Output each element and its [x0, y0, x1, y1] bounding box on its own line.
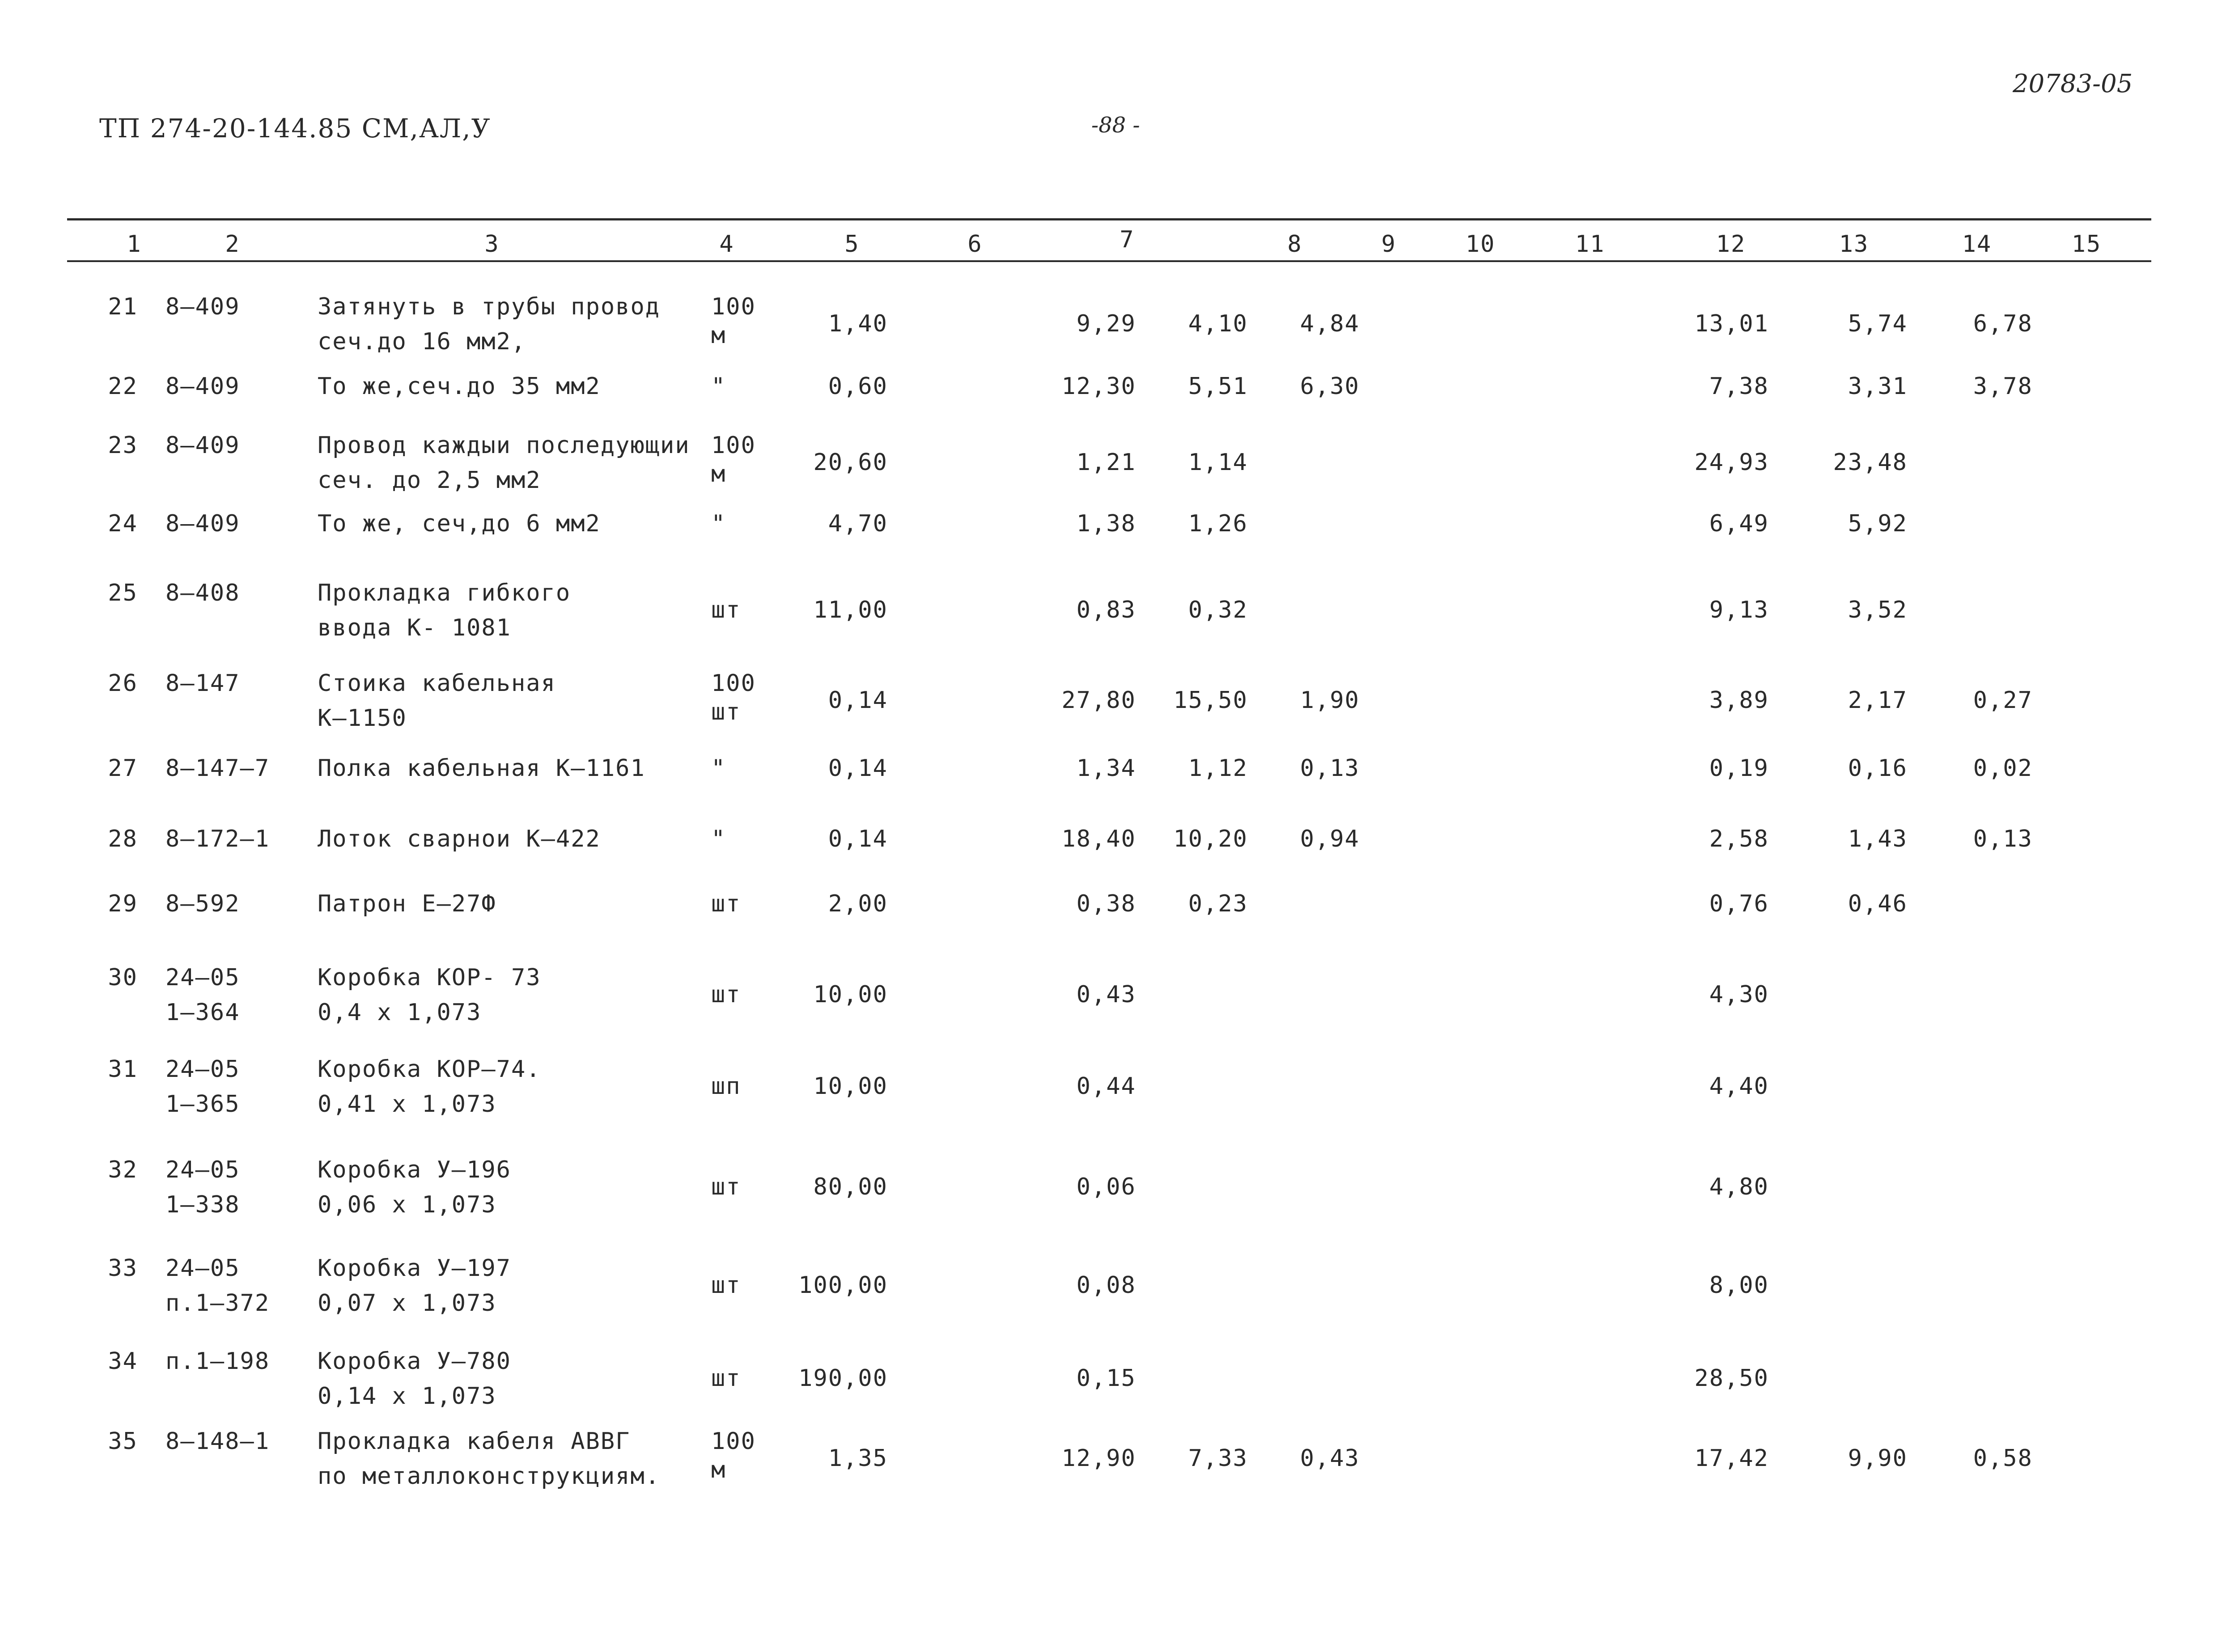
total-wages: 0,46	[1848, 890, 1908, 917]
total-cost: 4,80	[1709, 1173, 1769, 1200]
quantity: 11,00	[813, 597, 888, 623]
row-number: 21	[108, 293, 138, 320]
unit-cost-total: 0,06	[1076, 1173, 1136, 1200]
total-cost: 4,40	[1709, 1073, 1769, 1100]
total-cost: 8,00	[1709, 1272, 1769, 1299]
work-description: 0,07 х 1,073	[318, 1290, 496, 1317]
work-description: Коробка КОР- 73	[318, 964, 541, 991]
total-wages: 23,48	[1833, 449, 1908, 476]
column-number-1: 1	[127, 231, 142, 258]
rate-code: 1–365	[165, 1091, 240, 1118]
work-description: Коробка У–197	[318, 1255, 511, 1282]
unit-cost-total: 12,90	[1061, 1445, 1136, 1472]
work-description: Прокладка кабеля АВВГ	[318, 1428, 631, 1455]
unit-cost-wages: 0,32	[1188, 597, 1248, 623]
unit-cost-machines: 0,13	[1300, 755, 1360, 782]
unit-cost-wages: 15,50	[1173, 687, 1248, 714]
unit: "	[711, 510, 726, 537]
table-header-rule	[67, 260, 2151, 262]
work-description: Лоток сварнои К–422	[318, 826, 601, 852]
work-description: ввода К- 1081	[318, 614, 511, 641]
rate-code: 24–05	[165, 1056, 240, 1083]
total-machines: 0,02	[1973, 755, 2033, 782]
rate-code: 8–409	[165, 373, 240, 400]
rate-code: 8–147–7	[165, 755, 270, 782]
work-description: Провод каждыи последующии	[318, 432, 690, 459]
work-description: Коробка У–196	[318, 1156, 511, 1183]
unit: шт	[711, 699, 741, 725]
unit-cost-total: 1,34	[1076, 755, 1136, 782]
rate-code: 8–409	[165, 510, 240, 537]
row-number: 31	[108, 1056, 138, 1083]
unit-cost-wages: 5,51	[1188, 373, 1248, 400]
rate-code: 8–409	[165, 293, 240, 320]
quantity: 1,35	[828, 1445, 888, 1472]
unit-cost-total: 0,08	[1076, 1272, 1136, 1299]
unit: м	[711, 461, 726, 487]
unit-cost-wages: 0,23	[1188, 890, 1248, 917]
unit: шт	[711, 1173, 741, 1200]
total-cost: 9,13	[1709, 597, 1769, 623]
rate-code: 1–364	[165, 999, 240, 1026]
row-number: 33	[108, 1255, 138, 1282]
work-description: То же,сеч.до 35 мм2	[318, 373, 601, 400]
total-wages: 5,74	[1848, 310, 1908, 337]
unit: 100	[711, 432, 756, 459]
work-description: 0,14 х 1,073	[318, 1383, 496, 1410]
row-number: 29	[108, 890, 138, 917]
unit-cost-total: 1,38	[1076, 510, 1136, 537]
unit-cost-wages: 10,20	[1173, 826, 1248, 852]
total-machines: 0,13	[1973, 826, 2033, 852]
document-code: ТП 274-20-144.85 СМ,АЛ,У	[99, 113, 491, 144]
unit: 100	[711, 1428, 756, 1455]
quantity: 100,00	[798, 1272, 888, 1299]
row-number: 25	[108, 580, 138, 606]
unit: шт	[711, 1365, 741, 1392]
column-number-9: 9	[1381, 231, 1396, 258]
unit: шт	[711, 890, 741, 917]
column-number-5: 5	[844, 231, 860, 258]
table-top-rule	[67, 218, 2151, 220]
row-number: 32	[108, 1156, 138, 1183]
work-description: Коробка КОР–74.	[318, 1056, 541, 1083]
unit-cost-machines: 0,43	[1300, 1445, 1360, 1472]
work-description: Полка кабельная К–1161	[318, 755, 645, 782]
work-description: по металлоконструкциям.	[318, 1463, 661, 1490]
total-machines: 0,58	[1973, 1445, 2033, 1472]
unit: шт	[711, 1272, 741, 1299]
unit-cost-machines: 1,90	[1300, 687, 1360, 714]
work-description: Стоика кабельная	[318, 670, 556, 697]
unit-cost-wages: 1,12	[1188, 755, 1248, 782]
total-cost: 2,58	[1709, 826, 1769, 852]
unit: "	[711, 373, 726, 400]
rate-code: 24–05	[165, 1156, 240, 1183]
archive-stamp: 20783-05	[2013, 69, 2133, 98]
row-number: 28	[108, 826, 138, 852]
quantity: 20,60	[813, 449, 888, 476]
total-cost: 4,30	[1709, 981, 1769, 1008]
rate-code: 1–338	[165, 1191, 240, 1218]
column-number-10: 10	[1465, 231, 1496, 258]
total-cost: 17,42	[1694, 1445, 1769, 1472]
unit-cost-wages: 7,33	[1188, 1445, 1248, 1472]
total-cost: 3,89	[1709, 687, 1769, 714]
quantity: 0,60	[828, 373, 888, 400]
row-number: 35	[108, 1428, 138, 1455]
column-number-13: 13	[1839, 231, 1869, 258]
column-number-14: 14	[1962, 231, 1992, 258]
work-description: сеч. до 2,5 мм2	[318, 467, 541, 494]
work-description: Прокладка гибкого	[318, 580, 571, 606]
work-description: 0,41 х 1,073	[318, 1091, 496, 1118]
rate-code: п.1–372	[165, 1290, 270, 1317]
row-number: 26	[108, 670, 138, 697]
row-number: 27	[108, 755, 138, 782]
total-wages: 1,43	[1848, 826, 1908, 852]
unit-cost-wages: 1,26	[1188, 510, 1248, 537]
work-description: 0,4 х 1,073	[318, 999, 482, 1026]
unit-cost-total: 27,80	[1061, 687, 1136, 714]
unit: м	[711, 1457, 726, 1483]
work-description: К–1150	[318, 705, 407, 732]
unit-cost-total: 1,21	[1076, 449, 1136, 476]
column-number-12: 12	[1716, 231, 1746, 258]
unit-cost-machines: 6,30	[1300, 373, 1360, 400]
column-number-6: 6	[967, 231, 983, 258]
unit: "	[711, 826, 726, 852]
unit-cost-total: 18,40	[1061, 826, 1136, 852]
rate-code: 8–409	[165, 432, 240, 459]
unit: 100	[711, 670, 756, 697]
quantity: 80,00	[813, 1173, 888, 1200]
rate-code: 8–172–1	[165, 826, 270, 852]
total-cost: 7,38	[1709, 373, 1769, 400]
total-wages: 3,52	[1848, 597, 1908, 623]
column-number-7: 7	[1119, 226, 1135, 253]
unit-cost-total: 0,43	[1076, 981, 1136, 1008]
total-machines: 6,78	[1973, 310, 2033, 337]
work-description: 0,06 х 1,073	[318, 1191, 496, 1218]
quantity: 0,14	[828, 687, 888, 714]
row-number: 23	[108, 432, 138, 459]
column-number-2: 2	[225, 231, 240, 258]
work-description: Коробка У–780	[318, 1348, 511, 1375]
unit-cost-total: 12,30	[1061, 373, 1136, 400]
quantity: 0,14	[828, 755, 888, 782]
row-number: 24	[108, 510, 138, 537]
total-wages: 3,31	[1848, 373, 1908, 400]
rate-code: 8–408	[165, 580, 240, 606]
total-machines: 3,78	[1973, 373, 2033, 400]
page-number: -88 -	[1091, 113, 1140, 138]
quantity: 1,40	[828, 310, 888, 337]
quantity: 2,00	[828, 890, 888, 917]
quantity: 10,00	[813, 981, 888, 1008]
rate-code: 8–592	[165, 890, 240, 917]
quantity: 10,00	[813, 1073, 888, 1100]
unit: шт	[711, 597, 741, 623]
unit-cost-wages: 1,14	[1188, 449, 1248, 476]
row-number: 30	[108, 964, 138, 991]
rate-code: п.1–198	[165, 1348, 270, 1375]
column-number-8: 8	[1287, 231, 1302, 258]
total-wages: 5,92	[1848, 510, 1908, 537]
column-number-3: 3	[484, 231, 500, 258]
row-number: 34	[108, 1348, 138, 1375]
quantity: 0,14	[828, 826, 888, 852]
quantity: 4,70	[828, 510, 888, 537]
unit-cost-total: 0,44	[1076, 1073, 1136, 1100]
total-machines: 0,27	[1973, 687, 2033, 714]
unit-cost-wages: 4,10	[1188, 310, 1248, 337]
total-cost: 13,01	[1694, 310, 1769, 337]
total-cost: 6,49	[1709, 510, 1769, 537]
unit: шт	[711, 981, 741, 1008]
column-number-15: 15	[2071, 231, 2102, 258]
work-description: То же, сеч,до 6 мм2	[318, 510, 601, 537]
total-wages: 0,16	[1848, 755, 1908, 782]
total-cost: 0,76	[1709, 890, 1769, 917]
work-description: Затянуть в трубы провод	[318, 293, 661, 320]
rate-code: 8–147	[165, 670, 240, 697]
rate-code: 8–148–1	[165, 1428, 270, 1455]
rate-code: 24–05	[165, 1255, 240, 1282]
work-description: Патрон Е–27Ф	[318, 890, 496, 917]
total-cost: 0,19	[1709, 755, 1769, 782]
unit: м	[711, 322, 726, 349]
unit-cost-total: 0,83	[1076, 597, 1136, 623]
unit-cost-machines: 0,94	[1300, 826, 1360, 852]
rate-code: 24–05	[165, 964, 240, 991]
column-number-11: 11	[1575, 231, 1605, 258]
quantity: 190,00	[798, 1365, 888, 1392]
total-wages: 2,17	[1848, 687, 1908, 714]
total-wages: 9,90	[1848, 1445, 1908, 1472]
total-cost: 24,93	[1694, 449, 1769, 476]
column-number-4: 4	[719, 231, 734, 258]
unit: 100	[711, 293, 756, 320]
work-description: сеч.до 16 мм2,	[318, 328, 526, 355]
unit: шп	[711, 1073, 741, 1100]
unit-cost-total: 9,29	[1076, 310, 1136, 337]
unit-cost-total: 0,15	[1076, 1365, 1136, 1392]
unit-cost-machines: 4,84	[1300, 310, 1360, 337]
row-number: 22	[108, 373, 138, 400]
unit: "	[711, 755, 726, 782]
unit-cost-total: 0,38	[1076, 890, 1136, 917]
total-cost: 28,50	[1694, 1365, 1769, 1392]
